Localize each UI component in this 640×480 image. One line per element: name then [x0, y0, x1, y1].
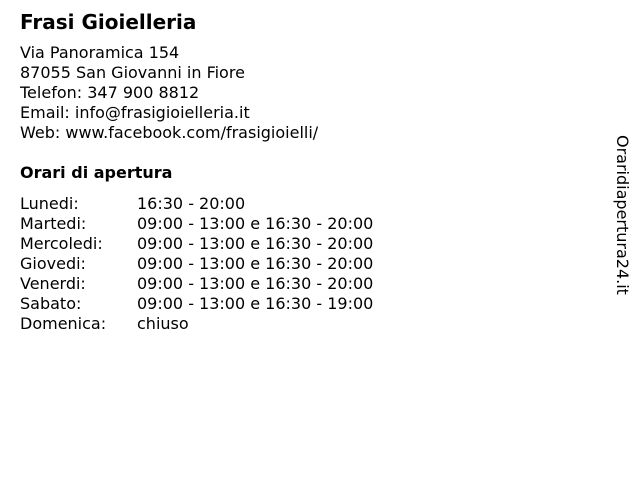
- time-value: chiuso: [137, 314, 189, 333]
- hours-row-sunday: [20, 314, 373, 334]
- day-label: Giovedi:: [20, 254, 86, 273]
- day-label: Mercoledi:: [20, 234, 103, 253]
- opening-hours-title: Orari di apertura: [20, 163, 173, 182]
- address-city: 87055 San Giovanni in Fiore: [20, 63, 245, 82]
- time-value: 09:00 - 13:00 e 16:30 - 19:00: [137, 294, 374, 313]
- day-label: Sabato:: [20, 294, 82, 313]
- email-line: Email: info@frasigioielleria.it: [20, 103, 250, 122]
- hours-row-monday: [20, 194, 373, 214]
- time-value: 09:00 - 13:00 e 16:30 - 20:00: [137, 254, 374, 273]
- business-name: Frasi Gioielleria: [20, 10, 197, 34]
- phone-line: Telefon: 347 900 8812: [20, 83, 200, 102]
- brand-watermark-text: Oraridiapertura24.it: [613, 135, 632, 295]
- day-label: Venerdi:: [20, 274, 86, 293]
- brand-watermark: [612, 135, 634, 311]
- day-label: Lunedi:: [20, 194, 79, 213]
- web-line: Web: www.facebook.com/frasigioielli/: [20, 123, 319, 142]
- contact-details: [20, 43, 318, 143]
- address-street: Via Panoramica 154: [20, 43, 180, 62]
- day-label: Martedi:: [20, 214, 87, 233]
- time-value: 09:00 - 13:00 e 16:30 - 20:00: [137, 274, 374, 293]
- day-label: Domenica:: [20, 314, 107, 333]
- hours-row-thursday: [20, 254, 373, 274]
- hours-row-friday: [20, 274, 373, 294]
- hours-row-wednesday: [20, 234, 373, 254]
- opening-hours-table: [20, 194, 373, 334]
- time-value: 16:30 - 20:00: [137, 194, 246, 213]
- time-value: 09:00 - 13:00 e 16:30 - 20:00: [137, 234, 374, 253]
- hours-row-tuesday: [20, 214, 373, 234]
- hours-row-saturday: [20, 294, 373, 314]
- time-value: 09:00 - 13:00 e 16:30 - 20:00: [137, 214, 374, 233]
